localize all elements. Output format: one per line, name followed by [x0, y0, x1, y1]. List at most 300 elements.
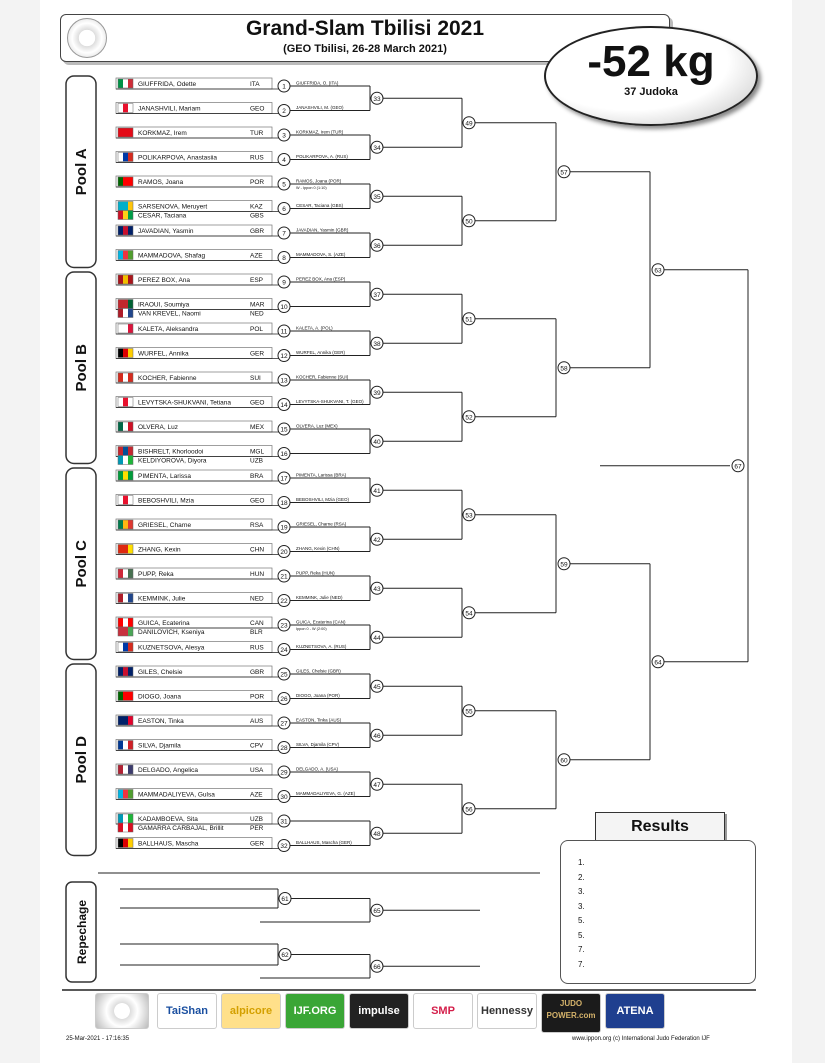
entry-slot-18-flag: [118, 496, 133, 505]
entry-slot-31-flag-band-3: [128, 814, 133, 823]
entry-slot-25-flag: [118, 667, 133, 676]
match-40-number-label: 40: [373, 438, 381, 446]
entry-slot-20-flag: [118, 545, 133, 554]
entry-slot-32-name: BALLHAUS, Mascha: [138, 840, 199, 848]
entry-slot-6-second-name: CESAR, Taciana: [138, 212, 187, 220]
entry-slot-31-flag-band-2: [123, 814, 128, 823]
match-35-number-label: 35: [373, 193, 381, 201]
entry-slot-4-nation: RUS: [250, 154, 264, 162]
results-box: [560, 840, 756, 984]
entry-slot-28-nation: CPV: [250, 742, 264, 750]
match-57-number-label: 57: [560, 169, 568, 177]
entry-slot-12-flag-band-2: [123, 349, 128, 358]
entry-slot-19-flag-band-1: [118, 520, 123, 529]
entry-slot-16-second-flag: [118, 456, 133, 465]
pool-label-4: Pool D: [73, 736, 90, 784]
entry-slot-18-flag-band-3: [128, 496, 133, 505]
match-36-number-label: 36: [373, 242, 381, 250]
entry-slot-9-flag: [118, 275, 133, 284]
entry-slot-10-flag-band-2: [123, 300, 128, 309]
entry-slot-8-nation: AZE: [250, 252, 263, 260]
entry-slot-21-number-label: 21: [280, 573, 288, 581]
entry-slot-16-second-flag-band-2: [123, 456, 128, 465]
match-47-number-label: 47: [373, 781, 381, 789]
entry-slot-20-number-label: 20: [280, 549, 288, 556]
entry-slot-6-flag-band-3: [128, 202, 133, 211]
entry-slot-26-nation: POR: [250, 693, 265, 701]
entry-slot-10-name: IRAOUI, Soumiya: [138, 301, 190, 309]
match-48-bottom-winner: BALLHAUS, Mascha (GER): [296, 840, 352, 845]
entry-slot-10-number-label: 10: [280, 304, 288, 311]
entry-slot-15-flag-band-1: [118, 422, 123, 431]
match-35-note: W - Ippon 0 (1:10): [296, 186, 327, 190]
match-59-number-label: 59: [560, 561, 568, 569]
entry-slot-1-flag-band-3: [128, 79, 133, 88]
entry-slot-10-second-flag-band-2: [123, 309, 128, 318]
entry-slot-6-second-flag: [118, 211, 133, 220]
entry-slot-31-second-nation: PER: [250, 825, 264, 832]
match-35-top-winner: RAMOS, Joana (POR): [296, 178, 342, 184]
entry-slot-9-nation: ESP: [250, 277, 264, 284]
entry-slot-21-nation: HUN: [250, 571, 265, 578]
entry-slot-13-name: KOCHER, Fabienne: [138, 375, 197, 382]
entry-slot-21-flag-band-1: [118, 569, 123, 578]
match-43-number-label: 43: [373, 585, 381, 593]
entry-slot-26-number-label: 26: [280, 696, 288, 703]
entry-slot-28-flag-band-1: [118, 741, 123, 750]
entry-slot-23-second-flag-band-1: [118, 627, 123, 636]
sponsor-logo-1: TaiShan: [157, 993, 217, 1029]
result-place-6: 5.: [578, 930, 585, 940]
entry-slot-10-second-flag-band-1: [118, 309, 123, 318]
entry-slot-29-flag: [118, 765, 133, 774]
entry-slot-30-nation: AZE: [250, 791, 263, 799]
entry-slot-31-second-name: GAMARRA CARBAJAL, Brillit: [138, 825, 224, 832]
entry-slot-21-name: PUPP, Reka: [138, 571, 174, 578]
entry-slot-8-number-label: 8: [282, 255, 286, 262]
entry-slot-22-flag-band-3: [128, 594, 133, 603]
match-37-top-winner: PEREZ BOX, Ana (ESP): [296, 276, 346, 282]
entry-slot-6-number-label: 6: [282, 206, 286, 213]
entry-slot-13-flag: [118, 373, 133, 382]
entry-slot-31-second-flag-band-3: [128, 823, 133, 832]
match-42-top-winner: GRIESEL, Charne (RSA): [296, 521, 347, 527]
result-place-2: 2.: [578, 872, 585, 882]
entry-slot-32-flag: [118, 839, 133, 848]
match-50-number-label: 50: [465, 218, 473, 226]
entry-slot-31-nation: UZB: [250, 816, 263, 823]
entry-slot-17-flag-band-1: [118, 471, 123, 480]
entry-slot-9-flag-band-3: [128, 275, 133, 284]
match-64-number-label: 64: [654, 659, 662, 667]
entry-slot-6-second-flag-band-2: [123, 211, 128, 220]
match-42-bottom-winner: ZHANG, Kexin (CHN): [296, 546, 340, 551]
match-40-top-winner: OLVERA, Luz (MEX): [296, 423, 338, 429]
sponsor-logos: [95, 993, 735, 1029]
pool-label-1: Pool A: [73, 148, 90, 196]
entry-slot-14-flag-band-3: [128, 398, 133, 407]
entry-slot-17-flag: [118, 471, 133, 480]
entry-slot-5-flag-band-3: [128, 177, 133, 186]
bronze-match-66-label: 66: [373, 963, 381, 971]
entry-slot-22-name: KEMMINK, Julie: [138, 595, 186, 603]
entry-slot-1-flag-band-1: [118, 79, 123, 88]
entry-slot-27-flag-band-3: [128, 716, 133, 725]
entry-slot-12-name: WURFEL, Annika: [138, 350, 189, 358]
entry-slot-8-name: MAMMADOVA, Shafag: [138, 252, 206, 260]
entry-slot-32-number-label: 32: [280, 843, 288, 850]
match-39-number-label: 39: [373, 389, 381, 397]
entry-slot-29-nation: USA: [250, 767, 264, 774]
entry-slot-25-flag-band-2: [123, 667, 128, 676]
match-67-number-label: 67: [734, 463, 742, 471]
match-46-bottom-winner: SILVA, Djamila (CPV): [296, 742, 340, 747]
entry-slot-13-nation: SUI: [250, 375, 261, 382]
entry-slot-9-name: PEREZ BOX, Ana: [138, 277, 191, 284]
entry-slot-27-flag: [118, 716, 133, 725]
match-41-number-label: 41: [373, 487, 381, 495]
entry-slot-16-nation: MGL: [250, 448, 265, 456]
entry-slot-16-second-flag-band-3: [128, 456, 133, 465]
entry-slot-4-name: POLIKARPOVA, Anastasiia: [138, 154, 217, 162]
match-51-number-label: 51: [465, 316, 473, 324]
entry-slot-19-name: GRIESEL, Charne: [138, 522, 192, 529]
entry-slot-22-nation: NED: [250, 595, 264, 603]
entry-slot-16-flag-band-1: [118, 447, 123, 456]
entry-slot-27-number-label: 27: [280, 720, 288, 728]
entry-slot-19-flag-band-2: [123, 520, 128, 529]
entry-slot-21-flag-band-2: [123, 569, 128, 578]
entry-slot-7-nation: GBR: [250, 228, 265, 235]
entry-slot-28-flag-band-2: [123, 741, 128, 750]
entry-slot-18-flag-band-2: [123, 496, 128, 505]
entry-slot-18-flag-band-1: [118, 496, 123, 505]
entry-slot-14-flag-band-1: [118, 398, 123, 407]
match-58-number-label: 58: [560, 365, 568, 373]
entry-slot-7-flag-band-1: [118, 226, 123, 235]
entry-slot-26-flag-band-3: [128, 692, 133, 701]
entry-slot-6-flag-band-1: [118, 202, 123, 211]
results-title: Results: [595, 812, 725, 844]
entry-slot-7-number-label: 7: [282, 230, 286, 238]
entry-slot-16-second-flag-band-1: [118, 456, 123, 465]
entry-slot-3-flag-band-2: [123, 128, 128, 137]
entry-slot-17-flag-band-3: [128, 471, 133, 480]
entry-slot-3-flag-band-3: [128, 128, 133, 137]
entry-slot-23-nation: CAN: [250, 620, 264, 627]
entry-slot-14-number-label: 14: [280, 402, 288, 409]
entry-slot-12-flag-band-1: [118, 349, 123, 358]
entry-slot-2-number-label: 2: [282, 108, 286, 115]
entry-slot-13-flag-band-2: [123, 373, 128, 382]
entry-slot-5-flag-band-2: [123, 177, 128, 186]
entry-slot-4-flag-band-3: [128, 153, 133, 162]
entry-slot-18-name: BEBOSHVILI, Mzia: [138, 497, 194, 505]
entry-slot-19-number-label: 19: [280, 524, 288, 532]
entry-slot-23-second-nation: BLR: [250, 629, 263, 636]
repechage-label: Repechage: [75, 899, 89, 965]
entry-slot-2-flag-band-1: [118, 104, 123, 113]
entry-slot-28-number-label: 28: [280, 745, 288, 752]
entry-slot-11-flag-band-3: [128, 324, 133, 333]
entry-slot-13-flag-band-1: [118, 373, 123, 382]
entry-slot-14-flag-band-2: [123, 398, 128, 407]
match-54-number-label: 54: [465, 610, 473, 618]
entry-slot-11-number-label: 11: [280, 328, 288, 336]
entry-slot-30-flag: [118, 790, 133, 799]
entry-slot-2-flag-band-2: [123, 104, 128, 113]
weight-category: -52 kg: [587, 37, 715, 86]
match-38-number-label: 38: [373, 340, 381, 348]
pool-label-3: Pool C: [73, 540, 90, 588]
entry-slot-11-flag-band-1: [118, 324, 123, 333]
entry-slot-6-nation: KAZ: [250, 203, 263, 211]
entry-slot-22-flag-band-2: [123, 594, 128, 603]
entry-slot-31-second-flag: [118, 823, 133, 832]
entry-slot-16-number-label: 16: [280, 451, 288, 458]
entry-slot-23-flag-band-3: [128, 618, 133, 627]
result-place-8: 7.: [578, 959, 585, 969]
entry-slot-31-flag-band-1: [118, 814, 123, 823]
entry-slot-5-name: RAMOS, Joana: [138, 179, 184, 186]
match-44-top-winner: GUICA, Ecaterina (CAN): [296, 619, 346, 625]
match-34-bottom-winner: POLIKARPOVA, A. (RUS): [296, 154, 348, 159]
entry-slot-31-flag: [118, 814, 133, 823]
entry-slot-7-flag-band-3: [128, 226, 133, 235]
entry-slot-1-number-label: 1: [282, 83, 286, 91]
match-60-number-label: 60: [560, 757, 568, 765]
entry-slot-11-flag: [118, 324, 133, 333]
entry-slot-15-nation: MEX: [250, 424, 265, 431]
entry-slot-25-flag-band-1: [118, 667, 123, 676]
copyright-note: www.ippon.org (c) International Judo Federation IJF: [572, 1036, 710, 1042]
entry-slot-25-number-label: 25: [280, 671, 288, 679]
match-44-bottom-winner: KUZNETSOVA, A. (RUS): [296, 644, 347, 649]
entry-slot-10-second-flag: [118, 309, 133, 318]
entry-slot-19-flag: [118, 520, 133, 529]
print-timestamp: 25-Mar-2021 - 17:16:35: [66, 1036, 130, 1042]
match-47-top-winner: DELGADO, A. (USA): [296, 766, 339, 772]
match-33-bottom-winner: JANASHVILI, M. (GEO): [296, 105, 344, 110]
entry-slot-3-name: KORKMAZ, Irem: [138, 130, 187, 137]
sponsor-logo-8: ATENA: [605, 993, 665, 1029]
match-36-top-winner: JAVADIAN, Yasmin (GBR): [296, 227, 349, 233]
entry-slot-4-flag-band-2: [123, 153, 128, 162]
entry-slot-10-flag-band-3: [128, 300, 133, 309]
entry-slot-25-name: GILES, Chelsie: [138, 669, 183, 676]
match-38-top-winner: KALETA, A. (POL): [296, 325, 333, 331]
repechage-match-61-label: 61: [281, 896, 289, 903]
entry-slot-15-number-label: 15: [280, 426, 288, 434]
entry-slot-3-flag: [118, 128, 133, 137]
entry-slot-10-second-flag-band-3: [128, 309, 133, 318]
entry-slot-9-flag-band-1: [118, 275, 123, 284]
entry-slot-5-flag-band-1: [118, 177, 123, 186]
match-43-top-winner: PUPP, Reka (HUN): [296, 570, 335, 576]
entry-slot-17-number-label: 17: [280, 475, 288, 483]
entry-slot-1-flag: [118, 79, 133, 88]
entry-slot-3-flag-band-1: [118, 128, 123, 137]
entry-slot-8-flag-band-1: [118, 251, 123, 260]
entry-slot-23-second-flag: [118, 627, 133, 636]
entry-slot-10-nation: MAR: [250, 301, 265, 309]
entry-slot-31-number-label: 31: [280, 818, 288, 826]
entry-slot-18-number-label: 18: [280, 500, 288, 507]
entry-slot-30-flag-band-3: [128, 790, 133, 799]
match-47-bottom-winner: MAMMADALIYEVA, G. (AZE): [296, 791, 356, 796]
entry-slot-20-flag-band-3: [128, 545, 133, 554]
entry-slot-6-second-flag-band-1: [118, 211, 123, 220]
entry-slot-24-nation: RUS: [250, 644, 264, 652]
entry-slot-4-flag: [118, 153, 133, 162]
match-34-number-label: 34: [373, 144, 381, 152]
entry-slot-7-flag: [118, 226, 133, 235]
result-place-4: 3.: [578, 901, 585, 911]
entry-slot-9-flag-band-2: [123, 275, 128, 284]
entry-slot-15-flag-band-3: [128, 422, 133, 431]
entry-slot-10-flag-band-1: [118, 300, 123, 309]
sponsor-logo-4: impulse: [349, 993, 409, 1029]
entry-slot-23-name: GUICA, Ecaterina: [138, 620, 190, 627]
entry-slot-23-second-flag-band-3: [128, 627, 133, 636]
entry-slot-2-name: JANASHVILI, Mariam: [138, 105, 201, 113]
entry-slot-2-nation: GEO: [250, 105, 265, 113]
entry-slot-32-flag-band-2: [123, 839, 128, 848]
entry-slot-6-second-flag-band-3: [128, 211, 133, 220]
entry-slot-11-nation: POL: [250, 326, 264, 333]
entry-slot-12-flag-band-3: [128, 349, 133, 358]
entry-slot-31-name: KADAMBOEVA, Sita: [138, 816, 198, 823]
match-52-number-label: 52: [465, 414, 473, 422]
match-44-note: Ippon 0 - W (2:00): [296, 627, 327, 631]
match-37-number-label: 37: [373, 291, 381, 299]
entry-slot-23-second-name: DANILOVICH, Kseniya: [138, 629, 205, 636]
entry-slot-8-flag-band-3: [128, 251, 133, 260]
entry-slot-10-second-nation: NED: [250, 310, 264, 318]
entry-slot-10-second-name: VAN KREVEL, Naomi: [138, 310, 201, 318]
entry-slot-14-nation: GEO: [250, 399, 265, 407]
sponsor-logo-2: alpicore: [221, 993, 281, 1029]
entry-slot-24-flag-band-1: [118, 643, 123, 652]
entry-slot-15-name: OLVERA, Luz: [138, 424, 178, 431]
entry-slot-20-flag-band-2: [123, 545, 128, 554]
entry-slot-3-number-label: 3: [282, 132, 286, 140]
entry-slot-16-name: BISHRELT, Khorloodoi: [138, 448, 204, 456]
match-56-number-label: 56: [465, 806, 473, 814]
entry-slot-3-nation: TUR: [250, 130, 264, 137]
entry-slot-1-nation: ITA: [250, 81, 260, 88]
entry-slot-29-number-label: 29: [280, 769, 288, 777]
entry-slot-30-flag-band-1: [118, 790, 123, 799]
match-35-bottom-winner: CESAR, Taciana (GBS): [296, 203, 344, 208]
entry-slot-12-nation: GER: [250, 350, 265, 358]
result-place-7: 7.: [578, 945, 585, 954]
entry-slot-19-nation: RSA: [250, 522, 264, 529]
entry-slot-16-flag: [118, 447, 133, 456]
result-place-1: 1.: [578, 858, 585, 867]
match-36-bottom-winner: MAMMADOVA, S. (AZE): [296, 252, 346, 257]
entry-slot-16-second-name: KELDIYOROVA, Diyora: [138, 457, 207, 465]
entry-slot-31-second-flag-band-1: [118, 823, 123, 832]
entry-slot-15-flag: [118, 422, 133, 431]
entry-slot-6-second-nation: GBS: [250, 212, 264, 220]
entry-slot-29-name: DELGADO, Angelica: [138, 767, 198, 774]
entry-slot-30-number-label: 30: [280, 794, 288, 801]
match-34-top-winner: KORKMAZ, Irem (TUR): [296, 129, 344, 135]
sponsor-logo-3: IJF.ORG: [285, 993, 345, 1029]
entry-slot-20-nation: CHN: [250, 546, 265, 554]
entry-slot-29-flag-band-3: [128, 765, 133, 774]
entry-slot-9-number-label: 9: [282, 279, 286, 287]
entry-slot-28-flag-band-3: [128, 741, 133, 750]
entry-slot-24-flag: [118, 643, 133, 652]
entry-slot-26-flag-band-1: [118, 692, 123, 701]
entry-slot-6-flag: [118, 202, 133, 211]
entry-slot-12-number-label: 12: [280, 353, 288, 360]
result-place-3: 3.: [578, 887, 585, 896]
match-39-top-winner: KOCHER, Fabienne (SUI): [296, 374, 349, 380]
entry-slot-23-flag-band-2: [123, 618, 128, 627]
entry-slot-14-name: LEVYTSKA-SHUKVANI, Tetiana: [138, 399, 231, 407]
match-49-number-label: 49: [465, 120, 473, 128]
match-45-bottom-winner: DIOGO, Joana (POR): [296, 693, 340, 698]
entry-slot-16-second-nation: UZB: [250, 457, 263, 465]
match-55-number-label: 55: [465, 708, 473, 716]
entry-slot-16-flag-band-3: [128, 447, 133, 456]
result-place-5: 5.: [578, 916, 585, 925]
match-38-bottom-winner: WURFEL, Annika (GER): [296, 350, 346, 355]
match-43-bottom-winner: KEMMINK, Julie (NED): [296, 595, 343, 600]
entry-slot-1-flag-band-2: [123, 79, 128, 88]
entry-slot-26-flag: [118, 692, 133, 701]
entry-slot-25-flag-band-3: [128, 667, 133, 676]
entry-slot-2-flag: [118, 104, 133, 113]
judoka-count: 37 Judoka: [624, 86, 678, 98]
entry-slot-4-number-label: 4: [282, 157, 286, 164]
entry-slot-14-flag: [118, 398, 133, 407]
entry-slot-6-name: SARSENOVA, Meruyert: [138, 203, 208, 211]
entry-slot-22-number-label: 22: [280, 598, 288, 605]
entry-slot-17-name: PIMENTA, Larissa: [138, 473, 191, 480]
entry-slot-18-nation: GEO: [250, 497, 265, 505]
match-33-number-label: 33: [373, 95, 381, 103]
match-63-number-label: 63: [654, 267, 662, 275]
entry-slot-32-flag-band-1: [118, 839, 123, 848]
entry-slot-21-flag-band-3: [128, 569, 133, 578]
match-46-top-winner: EASTON, Tinka (AUS): [296, 717, 342, 723]
match-41-top-winner: PIMENTA, Larissa (BRA): [296, 472, 347, 478]
entry-slot-5-flag: [118, 177, 133, 186]
entry-slot-17-flag-band-2: [123, 471, 128, 480]
entry-slot-16-flag-band-2: [123, 447, 128, 456]
entry-slot-5-number-label: 5: [282, 181, 286, 189]
entry-slot-11-name: KALETA, Aleksandra: [138, 326, 199, 333]
sponsor-logo-5: SMP: [413, 993, 473, 1029]
entry-slot-5-nation: POR: [250, 179, 265, 186]
entry-slot-26-name: DIOGO, Joana: [138, 693, 181, 701]
entry-slot-19-flag-band-3: [128, 520, 133, 529]
entry-slot-8-flag-band-2: [123, 251, 128, 260]
entry-slot-2-flag-band-3: [128, 104, 133, 113]
entry-slot-20-name: ZHANG, Kexin: [138, 546, 181, 554]
ijf-emblem-icon: [95, 993, 149, 1029]
entry-slot-13-number-label: 13: [280, 377, 288, 385]
sponsor-logo-7: JUDO POWER.com: [541, 993, 601, 1033]
entry-slot-32-nation: GER: [250, 840, 265, 848]
entry-slot-28-name: SILVA, Djamila: [138, 742, 181, 750]
entry-slot-29-flag-band-2: [123, 765, 128, 774]
entry-slot-8-flag: [118, 251, 133, 260]
